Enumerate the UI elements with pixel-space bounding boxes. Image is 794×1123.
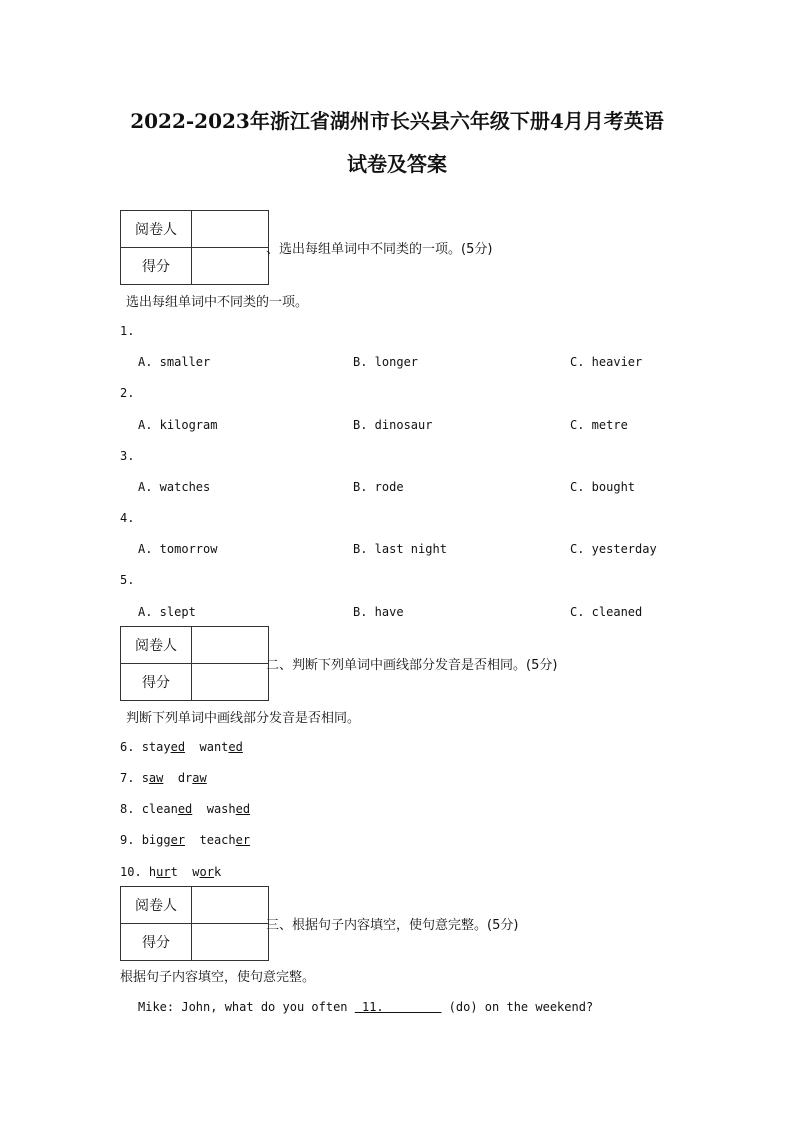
score-label: 得分 [121, 924, 192, 961]
fill-blank-11[interactable]: 11. [354, 1000, 442, 1014]
option-a[interactable]: A. slept [138, 605, 196, 619]
score-table-3 [120, 886, 269, 961]
pronunciation-item: 10. hurt work [120, 865, 222, 879]
score-label: 得分 [121, 248, 192, 285]
option-c[interactable]: C. cleaned [570, 605, 643, 619]
reviewer-label: 阅卷人 [121, 887, 192, 924]
option-c[interactable]: C. yesterday [570, 542, 657, 556]
option-a[interactable]: A. tomorrow [138, 542, 218, 556]
score-cell[interactable] [192, 924, 269, 961]
score-label: 得分 [121, 664, 192, 701]
question-number: 4. [120, 511, 135, 525]
option-b[interactable]: B. have [353, 605, 404, 619]
section-2-heading: 二、判断下列单词中画线部分发音是否相同。(5分) [266, 658, 558, 673]
reviewer-label: 阅卷人 [121, 211, 192, 248]
option-a[interactable]: A. smaller [138, 355, 211, 369]
section-1-heading: 、选出每组单词中不同类的一项。(5分) [266, 242, 493, 257]
doc-title-line1: 2022-2023年浙江省湖州市长兴县六年级下册4月月考英语 [130, 109, 664, 133]
question-number: 3. [120, 449, 135, 463]
question-number: 2. [120, 386, 135, 400]
score-table-2 [120, 626, 269, 701]
option-a[interactable]: A. kilogram [138, 418, 218, 432]
option-c[interactable]: C. metre [570, 418, 628, 432]
score-cell[interactable] [192, 664, 269, 701]
option-c[interactable]: C. bought [570, 480, 636, 494]
question-number: 5. [120, 573, 135, 587]
fill-in-sentence: Mike: John, what do you often 11. (do) on the weekend? [138, 1000, 594, 1014]
option-b[interactable]: B. dinosaur [353, 418, 433, 432]
option-b[interactable]: B. rode [353, 480, 404, 494]
reviewer-cell[interactable] [192, 211, 269, 248]
option-c[interactable]: C. heavier [570, 355, 643, 369]
pronunciation-item: 6. stayed wanted [120, 740, 243, 754]
question-number: 1. [120, 324, 135, 338]
section-1-instruction: 选出每组单词中不同类的一项。 [126, 295, 309, 310]
option-b[interactable]: B. last night [353, 542, 447, 556]
option-a[interactable]: A. watches [138, 480, 211, 494]
reviewer-cell[interactable] [192, 887, 269, 924]
section-3-instruction: 根据句子内容填空，使句意完整。 [120, 970, 316, 985]
doc-title-line2: 试卷及答案 [347, 152, 447, 176]
score-cell[interactable] [192, 248, 269, 285]
pronunciation-item: 8. cleaned washed [120, 802, 251, 816]
reviewer-label: 阅卷人 [121, 627, 192, 664]
pronunciation-item: 9. bigger teacher [120, 833, 251, 847]
section-3-heading: 三、根据句子内容填空，使句意完整。(5分) [266, 918, 519, 933]
option-b[interactable]: B. longer [353, 355, 419, 369]
section-2-instruction: 判断下列单词中画线部分发音是否相同。 [126, 711, 361, 726]
pronunciation-item: 7. saw draw [120, 771, 207, 785]
score-table-1 [120, 210, 269, 285]
reviewer-cell[interactable] [192, 627, 269, 664]
